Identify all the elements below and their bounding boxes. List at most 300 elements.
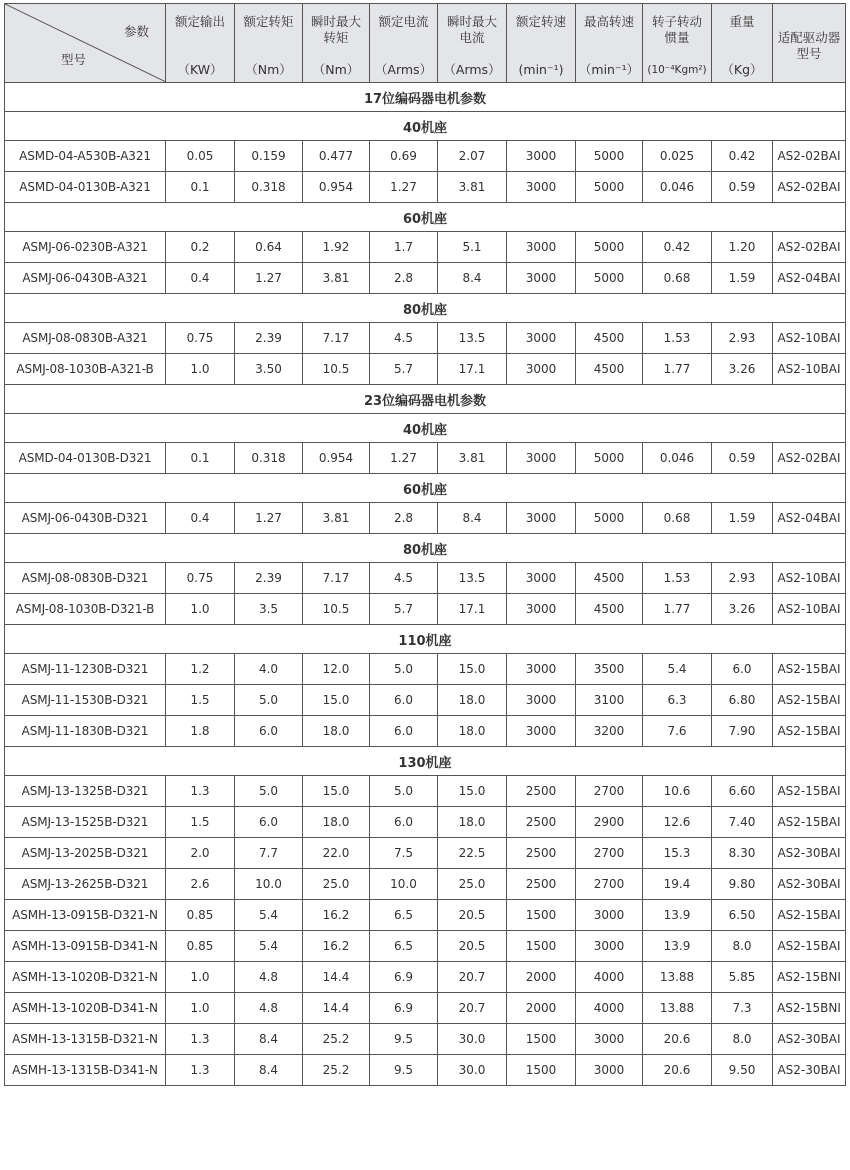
table-cell: 6.9 [370,993,438,1024]
table-cell: 5.1 [438,232,507,263]
table-cell: 6.50 [712,900,773,931]
table-cell: 5.4 [643,654,712,685]
table-cell: 7.40 [712,807,773,838]
table-row [5,1024,846,1055]
table-row [5,962,846,993]
table-cell: 6.9 [370,962,438,993]
table-cell: 3.5 [235,594,303,625]
table-cell: 6.5 [370,931,438,962]
diagonal-divider [5,4,166,82]
table-cell: 2700 [576,869,643,900]
table-cell: 4000 [576,993,643,1024]
table-cell: 0.1 [166,172,235,203]
model-cell: ASMJ-06-0230B-A321 [5,232,166,263]
table-cell: 17.1 [438,354,507,385]
header-weight: 重量 （Kg） [712,4,773,83]
table-cell: 5.0 [370,776,438,807]
table-cell: 25.2 [303,1024,370,1055]
table-cell: 0.046 [643,443,712,474]
table-cell: AS2-15BAI [773,931,846,962]
table-cell: 1.27 [370,172,438,203]
table-cell: 20.5 [438,900,507,931]
table-cell: AS2-10BAI [773,323,846,354]
section-row [5,747,846,776]
table-cell: AS2-02BAI [773,172,846,203]
table-row [5,503,846,534]
table-cell: 8.4 [235,1055,303,1086]
table-cell: 1.0 [166,594,235,625]
table-cell: AS2-30BAI [773,1024,846,1055]
table-cell: 0.68 [643,263,712,294]
table-cell: 4.0 [235,654,303,685]
table-cell: 0.025 [643,141,712,172]
table-cell: 1.59 [712,503,773,534]
table-cell: 3000 [507,716,576,747]
table-cell: 2.39 [235,323,303,354]
section-title: 110机座 [5,625,846,654]
table-cell: 0.59 [712,172,773,203]
table-cell: 25.0 [303,869,370,900]
table-cell: 4.5 [370,563,438,594]
table-cell: 0.318 [235,443,303,474]
table-cell: 2.8 [370,263,438,294]
table-cell: AS2-04BAI [773,263,846,294]
table-cell: 3.81 [303,503,370,534]
table-cell: 9.5 [370,1055,438,1086]
table-cell: 15.0 [303,685,370,716]
table-cell: AS2-15BNI [773,962,846,993]
header-rated-torque: 额定转矩 （Nm） [235,4,303,83]
table-cell: 2000 [507,962,576,993]
table-row [5,900,846,931]
table-cell: 1.3 [166,1024,235,1055]
table-cell: 6.0 [370,716,438,747]
table-cell: 2500 [507,776,576,807]
table-cell: 1.27 [235,503,303,534]
table-cell: 3.26 [712,594,773,625]
table-cell: AS2-02BAI [773,141,846,172]
table-cell: 3.81 [303,263,370,294]
table-cell: 10.0 [370,869,438,900]
section-row [5,414,846,443]
table-cell: 3100 [576,685,643,716]
table-cell: 20.7 [438,962,507,993]
table-cell: 5.0 [235,685,303,716]
table-cell: 3.81 [438,172,507,203]
table-cell: 0.75 [166,563,235,594]
table-row [5,654,846,685]
table-row [5,776,846,807]
table-cell: 7.6 [643,716,712,747]
header-max-speed: 最高转速 （min⁻¹） [576,4,643,83]
model-cell: ASMJ-13-2025B-D321 [5,838,166,869]
table-cell: 3000 [507,263,576,294]
model-cell: ASMJ-08-0830B-D321 [5,563,166,594]
section-title: 17位编码器电机参数 [5,83,846,112]
table-cell: 4.8 [235,962,303,993]
table-cell: 13.9 [643,900,712,931]
table-cell: 2500 [507,869,576,900]
table-cell: 5000 [576,141,643,172]
table-cell: 0.477 [303,141,370,172]
table-cell: 1.77 [643,354,712,385]
table-cell: 0.318 [235,172,303,203]
model-cell: ASMJ-06-0430B-A321 [5,263,166,294]
table-cell: 1.8 [166,716,235,747]
table-cell: 1500 [507,1024,576,1055]
table-cell: 7.17 [303,563,370,594]
table-cell: 2.39 [235,563,303,594]
section-title: 60机座 [5,474,846,503]
table-cell: AS2-15BAI [773,900,846,931]
table-cell: AS2-02BAI [773,443,846,474]
table-cell: 25.0 [438,869,507,900]
table-cell: 7.7 [235,838,303,869]
model-cell: ASMJ-13-1325B-D321 [5,776,166,807]
table-cell: 6.0 [712,654,773,685]
table-cell: 12.0 [303,654,370,685]
table-cell: 5.7 [370,594,438,625]
table-cell: 1.5 [166,807,235,838]
table-cell: 0.85 [166,931,235,962]
table-cell: 15.0 [438,654,507,685]
table-cell: 17.1 [438,594,507,625]
model-cell: ASMJ-08-1030B-A321-B [5,354,166,385]
table-cell: 16.2 [303,900,370,931]
table-cell: 9.5 [370,1024,438,1055]
table-cell: 1.5 [166,685,235,716]
model-cell: ASMJ-11-1230B-D321 [5,654,166,685]
table-cell: 15.3 [643,838,712,869]
table-cell: 1.0 [166,354,235,385]
section-title: 40机座 [5,414,846,443]
table-row [5,232,846,263]
table-cell: 4500 [576,354,643,385]
table-cell: 22.5 [438,838,507,869]
model-cell: ASMJ-13-2625B-D321 [5,869,166,900]
table-row [5,263,846,294]
table-cell: 0.59 [712,443,773,474]
table-cell: 19.4 [643,869,712,900]
header-rotor-inertia: 转子转动惯量 (10⁻⁴Kgm²) [643,4,712,83]
table-cell: 2.93 [712,323,773,354]
table-cell: 18.0 [438,716,507,747]
table-cell: 0.64 [235,232,303,263]
table-cell: 1500 [507,1055,576,1086]
table-cell: 1500 [507,900,576,931]
table-cell: 4.5 [370,323,438,354]
table-cell: 6.5 [370,900,438,931]
table-cell: 7.17 [303,323,370,354]
table-cell: 5000 [576,232,643,263]
table-cell: 8.0 [712,931,773,962]
table-cell: 5000 [576,172,643,203]
table-cell: 1.0 [166,993,235,1024]
table-cell: AS2-15BAI [773,654,846,685]
header-corner-cell [5,4,166,83]
table-cell: 0.42 [712,141,773,172]
model-cell: ASMJ-08-0830B-A321 [5,323,166,354]
table-cell: 2.6 [166,869,235,900]
table-cell: 15.0 [303,776,370,807]
table-cell: 10.6 [643,776,712,807]
table-row [5,172,846,203]
table-cell: AS2-30BAI [773,1055,846,1086]
table-cell: 0.68 [643,503,712,534]
table-cell: 3000 [507,685,576,716]
table-cell: 0.1 [166,443,235,474]
section-row [5,83,846,112]
table-cell: 1.53 [643,323,712,354]
section-row [5,385,846,414]
table-cell: 18.0 [438,807,507,838]
table-cell: AS2-10BAI [773,354,846,385]
table-row [5,354,846,385]
table-cell: AS2-30BAI [773,838,846,869]
table-cell: 2.0 [166,838,235,869]
table-cell: 3000 [507,654,576,685]
table-row [5,931,846,962]
table-row [5,716,846,747]
model-cell: ASMD-04-A530B-A321 [5,141,166,172]
table-row [5,1055,846,1086]
table-cell: 18.0 [303,807,370,838]
model-cell: ASMH-13-1315B-D321-N [5,1024,166,1055]
table-cell: 3000 [576,1024,643,1055]
table-cell: 3000 [507,594,576,625]
table-cell: 8.4 [235,1024,303,1055]
header-rated-output: 额定输出 （KW） [166,4,235,83]
table-cell: 1.53 [643,563,712,594]
table-cell: 25.2 [303,1055,370,1086]
header-row [5,4,846,83]
table-cell: AS2-02BAI [773,232,846,263]
table-cell: 4500 [576,563,643,594]
table-cell: 3.26 [712,354,773,385]
model-cell: ASMD-04-0130B-A321 [5,172,166,203]
table-cell: 0.954 [303,443,370,474]
table-cell: 2.07 [438,141,507,172]
section-title: 80机座 [5,534,846,563]
table-cell: 6.0 [370,685,438,716]
table-cell: 0.159 [235,141,303,172]
table-row [5,141,846,172]
table-cell: 13.5 [438,323,507,354]
table-cell: 10.0 [235,869,303,900]
table-cell: 3000 [507,323,576,354]
table-cell: 15.0 [438,776,507,807]
table-cell: 5.0 [370,654,438,685]
section-row [5,112,846,141]
table-cell: 5.7 [370,354,438,385]
table-cell: 5.85 [712,962,773,993]
table-cell: 14.4 [303,962,370,993]
table-cell: 13.9 [643,931,712,962]
table-cell: 2000 [507,993,576,1024]
table-row [5,838,846,869]
section-row [5,625,846,654]
table-cell: 13.88 [643,993,712,1024]
table-cell: 6.0 [235,807,303,838]
table-cell: 20.6 [643,1024,712,1055]
table-cell: 3000 [507,563,576,594]
table-cell: 7.90 [712,716,773,747]
table-cell: 20.5 [438,931,507,962]
table-body [5,83,846,1086]
table-row [5,869,846,900]
table-cell: 1.3 [166,1055,235,1086]
table-cell: 4500 [576,594,643,625]
section-title: 80机座 [5,294,846,323]
table-cell: AS2-04BAI [773,503,846,534]
table-cell: 30.0 [438,1024,507,1055]
table-row [5,685,846,716]
table-cell: 9.80 [712,869,773,900]
header-driver-model: 适配驱动器型号 [773,4,846,83]
section-title: 60机座 [5,203,846,232]
table-cell: 3000 [507,354,576,385]
table-cell: 3000 [507,172,576,203]
table-cell: 2.8 [370,503,438,534]
table-cell: 1.2 [166,654,235,685]
table-cell: 1.0 [166,962,235,993]
table-cell: AS2-30BAI [773,869,846,900]
table-cell: 13.5 [438,563,507,594]
table-cell: AS2-15BAI [773,776,846,807]
table-cell: 0.4 [166,263,235,294]
section-row [5,203,846,232]
table-row [5,563,846,594]
table-cell: 0.05 [166,141,235,172]
table-row [5,594,846,625]
table-cell: 3000 [507,503,576,534]
model-cell: ASMH-13-0915B-D341-N [5,931,166,962]
table-cell: 2500 [507,838,576,869]
section-row [5,294,846,323]
table-cell: 1500 [507,931,576,962]
table-cell: 3500 [576,654,643,685]
table-cell: 3200 [576,716,643,747]
table-cell: 1.77 [643,594,712,625]
header-rated-current: 额定电流 （Arms） [370,4,438,83]
table-cell: AS2-15BAI [773,716,846,747]
model-cell: ASMJ-06-0430B-D321 [5,503,166,534]
section-row [5,534,846,563]
table-cell: 3.50 [235,354,303,385]
table-cell: 1.59 [712,263,773,294]
table-cell: 0.69 [370,141,438,172]
table-cell: 2500 [507,807,576,838]
corner-model-label: 型号 [61,52,87,67]
table-cell: 13.88 [643,962,712,993]
model-cell: ASMJ-08-1030B-D321-B [5,594,166,625]
table-row [5,993,846,1024]
table-cell: 3000 [576,900,643,931]
table-cell: 6.3 [643,685,712,716]
table-cell: 8.4 [438,263,507,294]
table-cell: 0.046 [643,172,712,203]
table-cell: 6.0 [235,716,303,747]
section-row [5,474,846,503]
table-cell: 22.0 [303,838,370,869]
table-cell: 7.5 [370,838,438,869]
table-cell: 3000 [507,141,576,172]
model-cell: ASMJ-11-1830B-D321 [5,716,166,747]
header-rated-speed: 额定转速 (min⁻¹) [507,4,576,83]
table-cell: 7.3 [712,993,773,1024]
table-cell: 10.5 [303,354,370,385]
model-cell: ASMD-04-0130B-D321 [5,443,166,474]
table-cell: AS2-15BAI [773,685,846,716]
model-cell: ASMJ-11-1530B-D321 [5,685,166,716]
table-cell: 20.7 [438,993,507,1024]
section-title: 130机座 [5,747,846,776]
section-title: 23位编码器电机参数 [5,385,846,414]
table-cell: 1.20 [712,232,773,263]
table-cell: 6.0 [370,807,438,838]
motor-spec-table [4,3,846,1086]
table-cell: 10.5 [303,594,370,625]
table-cell: 5000 [576,503,643,534]
table-cell: 16.2 [303,931,370,962]
table-cell: 20.6 [643,1055,712,1086]
table-cell: 2700 [576,838,643,869]
table-cell: AS2-10BAI [773,563,846,594]
table-cell: 1.3 [166,776,235,807]
corner-param-label: 参数 [123,24,149,39]
header-peak-current: 瞬时最大电流 （Arms） [438,4,507,83]
table-cell: 4000 [576,962,643,993]
model-cell: ASMH-13-1020B-D341-N [5,993,166,1024]
table-cell: 6.80 [712,685,773,716]
table-cell: 0.4 [166,503,235,534]
table-cell: 2900 [576,807,643,838]
table-cell: 12.6 [643,807,712,838]
table-cell: 4500 [576,323,643,354]
table-cell: 0.85 [166,900,235,931]
table-cell: 5000 [576,443,643,474]
table-cell: 0.954 [303,172,370,203]
table-cell: 0.75 [166,323,235,354]
table-cell: 2700 [576,776,643,807]
table-cell: 3.81 [438,443,507,474]
table-cell: 6.60 [712,776,773,807]
table-cell: 3000 [576,931,643,962]
table-cell: 30.0 [438,1055,507,1086]
table-cell: 18.0 [303,716,370,747]
table-cell: 14.4 [303,993,370,1024]
table-cell: AS2-15BNI [773,993,846,1024]
table-cell: 3000 [507,232,576,263]
model-cell: ASMJ-13-1525B-D321 [5,807,166,838]
table-cell: 1.7 [370,232,438,263]
section-title: 40机座 [5,112,846,141]
table-cell: 5.4 [235,931,303,962]
model-cell: ASMH-13-1315B-D341-N [5,1055,166,1086]
table-cell: 8.0 [712,1024,773,1055]
header-peak-torque: 瞬时最大转矩 （Nm） [303,4,370,83]
table-cell: AS2-15BAI [773,807,846,838]
model-cell: ASMH-13-0915B-D321-N [5,900,166,931]
table-cell: 8.4 [438,503,507,534]
table-row [5,323,846,354]
table-cell: 3000 [576,1055,643,1086]
table-cell: 0.2 [166,232,235,263]
table-cell: 1.27 [370,443,438,474]
table-row [5,443,846,474]
table-cell: 0.42 [643,232,712,263]
table-cell: 3000 [507,443,576,474]
